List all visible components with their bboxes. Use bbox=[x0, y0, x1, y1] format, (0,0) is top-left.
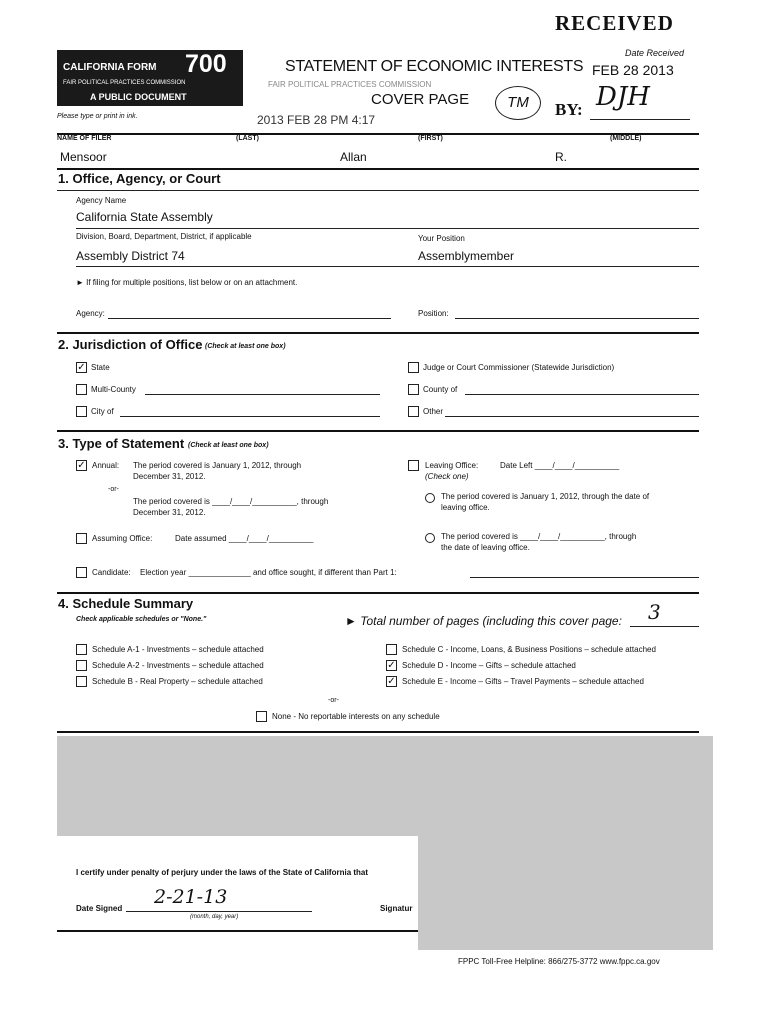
candidate-text: Election year ______________ and office sought, if different than Part 1: bbox=[140, 568, 397, 577]
leaving-option-2-text-b: the date of leaving office. bbox=[441, 543, 530, 552]
agency-name-value: California State Assembly bbox=[76, 210, 213, 224]
cover-page-title: COVER PAGE bbox=[371, 91, 470, 108]
judge-checkbox[interactable] bbox=[408, 362, 419, 373]
county-label: County of bbox=[423, 385, 458, 394]
section3-title: 3. Type of Statement bbox=[58, 436, 185, 451]
schedule-or: -or- bbox=[328, 697, 339, 704]
county-line bbox=[465, 394, 699, 395]
schedule-b-checkbox[interactable] bbox=[76, 676, 87, 687]
annual-text-2: December 31, 2012. bbox=[133, 472, 206, 481]
last-name-label: (LAST) bbox=[236, 135, 259, 142]
date-signed-line bbox=[126, 911, 312, 912]
by-label: BY: bbox=[555, 100, 583, 119]
assuming-office-checkbox[interactable] bbox=[76, 533, 87, 544]
judge-label: Judge or Court Commissioner (Statewide Jurisdiction) bbox=[423, 363, 615, 372]
annual-label: Annual: bbox=[92, 461, 120, 470]
schedule-c-label: Schedule C - Income, Loans, & Business Positions – schedule attached bbox=[402, 645, 656, 654]
state-label: State bbox=[91, 363, 110, 372]
assuming-office-label: Assuming Office: bbox=[92, 534, 153, 543]
division-label: Division, Board, Department, District, if applicable bbox=[76, 232, 252, 241]
commission-name: FAIR POLITICAL PRACTICES COMMISSION bbox=[63, 80, 186, 86]
candidate-checkbox[interactable] bbox=[76, 567, 87, 578]
filer-last-name: Mensoor bbox=[60, 150, 107, 164]
leaving-office-checkbox[interactable] bbox=[408, 460, 419, 471]
section1-rule bbox=[57, 168, 699, 170]
none-label: None - No reportable interests on any schedule bbox=[272, 712, 440, 721]
other-label: Other bbox=[423, 407, 444, 416]
form-number: 700 bbox=[185, 50, 227, 78]
agency-name-label: Agency Name bbox=[76, 196, 127, 205]
schedule-a1-label: Schedule A-1 - Investments – schedule attached bbox=[92, 645, 264, 654]
section5-rule bbox=[57, 731, 699, 733]
your-position-value: Assemblymember bbox=[418, 249, 515, 263]
schedule-d-label: Schedule D - Income – Gifts – schedule attached bbox=[402, 661, 576, 670]
candidate-label: Candidate: bbox=[92, 568, 131, 577]
please-type-note: Please type or print in ink. bbox=[57, 113, 138, 120]
city-label: City of bbox=[91, 407, 114, 416]
leaving-option-1-text-a: The period covered is January 1, 2012, through the date of bbox=[441, 492, 650, 501]
city-line bbox=[120, 416, 380, 417]
total-pages-label: ► Total number of pages (including this cover page: bbox=[345, 614, 622, 628]
public-document-label: A PUBLIC DOCUMENT bbox=[90, 92, 187, 102]
section2-hint: (Check at least one box) bbox=[205, 343, 286, 350]
schedule-a1-checkbox[interactable] bbox=[76, 644, 87, 655]
none-checkbox[interactable] bbox=[256, 711, 267, 722]
leaving-option-1-text-b: leaving office. bbox=[441, 503, 490, 512]
tm-stamp: TM bbox=[495, 86, 541, 120]
section2-title: 2. Jurisdiction of Office bbox=[58, 337, 203, 352]
position2-label: Position: bbox=[418, 309, 449, 318]
division-rule bbox=[76, 266, 699, 267]
schedule-d-checkbox[interactable]: ✓ bbox=[387, 660, 396, 671]
city-checkbox[interactable] bbox=[76, 406, 87, 417]
agency2-label: Agency: bbox=[76, 309, 105, 318]
section3-hint: (Check at least one box) bbox=[188, 442, 269, 449]
schedule-a2-label: Schedule A-2 - Investments – schedule attached bbox=[92, 661, 264, 670]
middle-name-label: (MIDDLE) bbox=[610, 135, 642, 142]
section3-rule bbox=[57, 430, 699, 432]
section4-hint: Check applicable schedules or "None." bbox=[76, 616, 207, 623]
section2-rule bbox=[57, 332, 699, 334]
leaving-option-2-text-a: The period covered is ____/____/__________, through bbox=[441, 532, 637, 541]
schedule-b-label: Schedule B - Real Property – schedule attached bbox=[92, 677, 263, 686]
annual-text-3: The period covered is ____/____/__________, through bbox=[133, 497, 329, 506]
form-label: CALIFORNIA FORM bbox=[63, 62, 157, 73]
leaving-office-label: Leaving Office: bbox=[425, 461, 479, 470]
multi-county-checkbox[interactable] bbox=[76, 384, 87, 395]
multi-county-line bbox=[145, 394, 380, 395]
position2-line bbox=[455, 318, 699, 319]
name-of-filer-label: NAME OF FILER bbox=[57, 135, 112, 142]
section1-title: 1. Office, Agency, or Court bbox=[58, 171, 221, 186]
first-name-label: (FIRST) bbox=[418, 135, 443, 142]
candidate-line bbox=[470, 577, 699, 578]
signature-label: Signatur bbox=[380, 904, 413, 913]
faint-stamp: FAIR POLITICAL PRACTICES COMMISSION bbox=[268, 80, 432, 89]
multi-county-label: Multi-County bbox=[91, 385, 136, 394]
total-pages-line bbox=[630, 626, 699, 627]
annual-checkbox[interactable]: ✓ bbox=[77, 460, 86, 471]
annual-text-4: December 31, 2012. bbox=[133, 508, 206, 517]
received-stamp: RECEIVED bbox=[555, 11, 674, 35]
by-underline bbox=[590, 119, 690, 120]
section1-subrule bbox=[57, 190, 699, 191]
division-value: Assembly District 74 bbox=[76, 249, 185, 263]
filer-middle-initial: R. bbox=[555, 150, 567, 164]
date-signed-value: 2-21-13 bbox=[154, 886, 228, 908]
other-checkbox[interactable] bbox=[408, 406, 419, 417]
helpline-footer: FPPC Toll-Free Helpline: 866/275-3772 www.fppc.ca.gov bbox=[458, 957, 660, 966]
county-checkbox[interactable] bbox=[408, 384, 419, 395]
certify-statement: I certify under penalty of perjury under the laws of the State of California that bbox=[76, 868, 369, 877]
assuming-office-text: Date assumed ____/____/__________ bbox=[175, 534, 314, 543]
leaving-option-1-radio[interactable] bbox=[425, 493, 435, 503]
state-checkbox[interactable]: ✓ bbox=[77, 362, 86, 373]
annual-text-1: The period covered is January 1, 2012, through bbox=[133, 461, 302, 470]
total-pages-value: 3 bbox=[648, 600, 661, 624]
filer-first-name: Allan bbox=[340, 150, 367, 164]
section4-title: 4. Schedule Summary bbox=[58, 596, 194, 611]
multiple-positions-note: ► If filing for multiple positions, list below or on an attachment. bbox=[76, 278, 298, 287]
date-signed-label: Date Signed bbox=[76, 904, 123, 913]
received-date: FEB 28 2013 bbox=[592, 62, 674, 78]
leaving-option-2-radio[interactable] bbox=[425, 533, 435, 543]
redaction-block bbox=[57, 736, 713, 836]
schedule-e-label: Schedule E - Income – Gifts – Travel Payments – schedule attached bbox=[402, 677, 644, 686]
received-by-initials: DJH bbox=[596, 82, 650, 112]
other-line bbox=[445, 416, 699, 417]
leaving-office-text: Date Left ____/____/__________ bbox=[500, 461, 620, 470]
agency2-line bbox=[108, 318, 391, 319]
agency-rule bbox=[76, 228, 699, 229]
schedule-e-checkbox[interactable]: ✓ bbox=[387, 676, 396, 687]
bottom-rule bbox=[57, 930, 418, 932]
your-position-label: Your Position bbox=[418, 234, 465, 243]
time-stamp: 2013 FEB 28 PM 4:17 bbox=[257, 113, 376, 127]
schedule-c-checkbox[interactable] bbox=[386, 644, 397, 655]
schedule-a2-checkbox[interactable] bbox=[76, 660, 87, 671]
date-received-label: Date Received bbox=[625, 48, 685, 58]
redaction-signature-block bbox=[418, 836, 713, 950]
section4-rule bbox=[57, 592, 699, 594]
name-rule bbox=[57, 133, 699, 135]
form-title: STATEMENT OF ECONOMIC INTERESTS bbox=[285, 58, 584, 75]
date-format-note: (month, day, year) bbox=[190, 914, 239, 920]
check-one-note: (Check one) bbox=[425, 472, 469, 481]
annual-or: -or- bbox=[108, 486, 119, 493]
